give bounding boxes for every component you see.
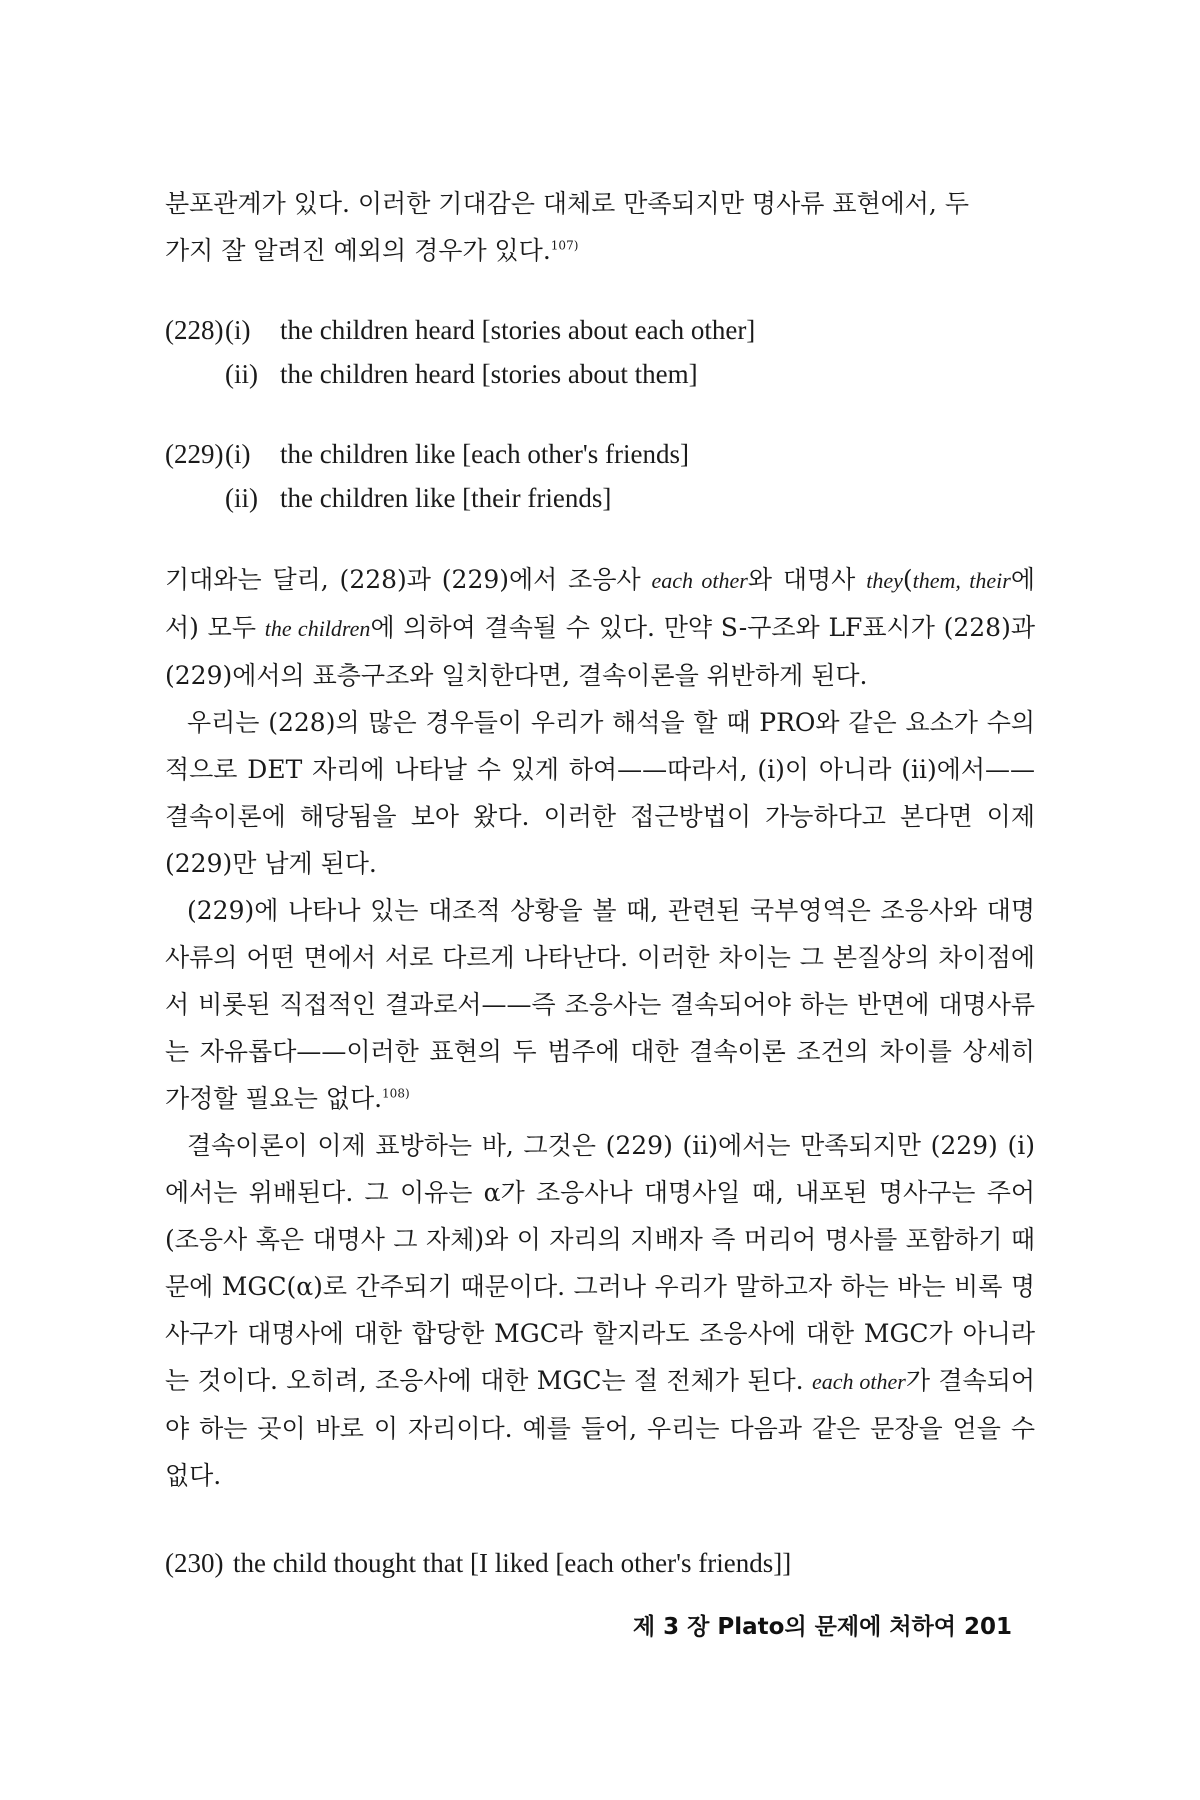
footnote-mark-107: 107): [550, 238, 579, 253]
italic-term: them, their: [912, 568, 1011, 593]
intro-paragraph: [165, 180, 1035, 274]
example-sub-label: (i): [225, 315, 251, 345]
text-run: (229)에 나타나 있는 대조적 상황을 볼 때, 관련된 국부영역은 조응사와 대명사류의 어떤 면에서 서로 다르게 나타난다. 이러한 차이는 그 본질상의 차이점에서 비롯된 직접적인 결과로서——즉 조응사는 결속되어야 하는 반면에 대명사류는 자유롭다——이러한 표현의 두 범주에 대한 결속이론 조건의 차이를 상세히 가정할 필요는 없다.: [165, 896, 1035, 1113]
example-sub-label: (i): [225, 439, 251, 469]
example-sentence: the children like [their friends]: [280, 483, 612, 513]
italic-term: the children: [264, 616, 371, 641]
example-229: [165, 432, 1035, 520]
intro-line2: 가지 잘 알려진 예외의 경우가 있다.: [165, 236, 551, 265]
running-footer-page-number: 제 3 장 Plato의 문제에 처하여 201: [632, 1614, 1012, 1640]
example-sentence: the child thought that [I liked [each other's friends]]: [233, 1548, 792, 1578]
text-run: 에 의하여 결속될 수 있다. 만약 S-구조와 LF표시가 (228)과 (229)에서의 표층구조와 일치한다면, 결속이론을 위반하게 된다.: [165, 613, 1035, 690]
example-number: (228): [165, 315, 224, 345]
text-run: (: [902, 565, 913, 594]
example-sentence: the children heard [stories about them]: [280, 359, 698, 389]
italic-term: they: [866, 568, 903, 593]
example-sub-label: (ii): [225, 483, 258, 513]
examples-228-229: [165, 308, 1035, 520]
paragraph-2: 우리는 (228)의 많은 경우들이 우리가 해석을 할 때 PRO와 같은 요소가 수의적으로 DET 자리에 나타날 수 있게 하여——따라서, (i)이 아니라 (ii)에서——결속이론에 해당됨을 보아 왔다. 이러한 접근방법이 가능하다고 본다면 이제 (229)만 남게 된다.: [165, 708, 1035, 878]
text-run: 와 대명사: [747, 565, 867, 594]
paragraph-4: [165, 1122, 1035, 1499]
italic-term: each other: [651, 568, 748, 593]
example-number: (229): [165, 439, 224, 469]
paragraph-1: [165, 556, 1035, 699]
italic-term: each other: [811, 1369, 906, 1394]
intro-line1: 분포관계가 있다. 이러한 기대감은 대체로 만족되지만 명사류 표현에서, 두: [165, 189, 969, 218]
page-body: [165, 180, 1035, 1585]
text-run: 기대와는 달리, (228)과 (229)에서 조응사: [165, 565, 652, 594]
footnote-mark-108: 108): [382, 1086, 410, 1101]
example-230: [165, 1541, 1035, 1585]
example-number: (230): [165, 1548, 224, 1578]
example-228: [165, 308, 1035, 396]
example-sentence: the children like [each other's friends]: [280, 439, 689, 469]
example-sentence: the children heard [stories about each other]: [280, 315, 756, 345]
paragraph-3: [165, 887, 1035, 1122]
text-run: 결속이론이 이제 표방하는 바, 그것은 (229) (ii)에서는 만족되지만 (229) (i)에서는 위배된다. 그 이유는 α가 조응사나 대명사일 때, 내포된 명사구는 주어(조응사 혹은 대명사 그 자체)와 이 자리의 지배자 즉 머리어 명사를 포함하기 때문에 MGC(α)로 간주되기 때문이다. 그러나 우리가 말하고자 하는 바는 비록 명사구가 대명사에 대한 합당한 MGC라 할지라도 조응사에 대한 MGC가 아니라는 것이다. 오히려, 조응사에 대한 MGC는 절 전체가 된다.: [165, 1131, 1035, 1395]
example-sub-label: (ii): [225, 359, 258, 389]
text-run: 에서) 모두: [165, 565, 1036, 642]
text-run: 가 결속되어야 하는 곳이 바로 이 자리이다. 예를 들어, 우리는 다음과 같은 문장을 얻을 수 없다.: [165, 1366, 1036, 1490]
